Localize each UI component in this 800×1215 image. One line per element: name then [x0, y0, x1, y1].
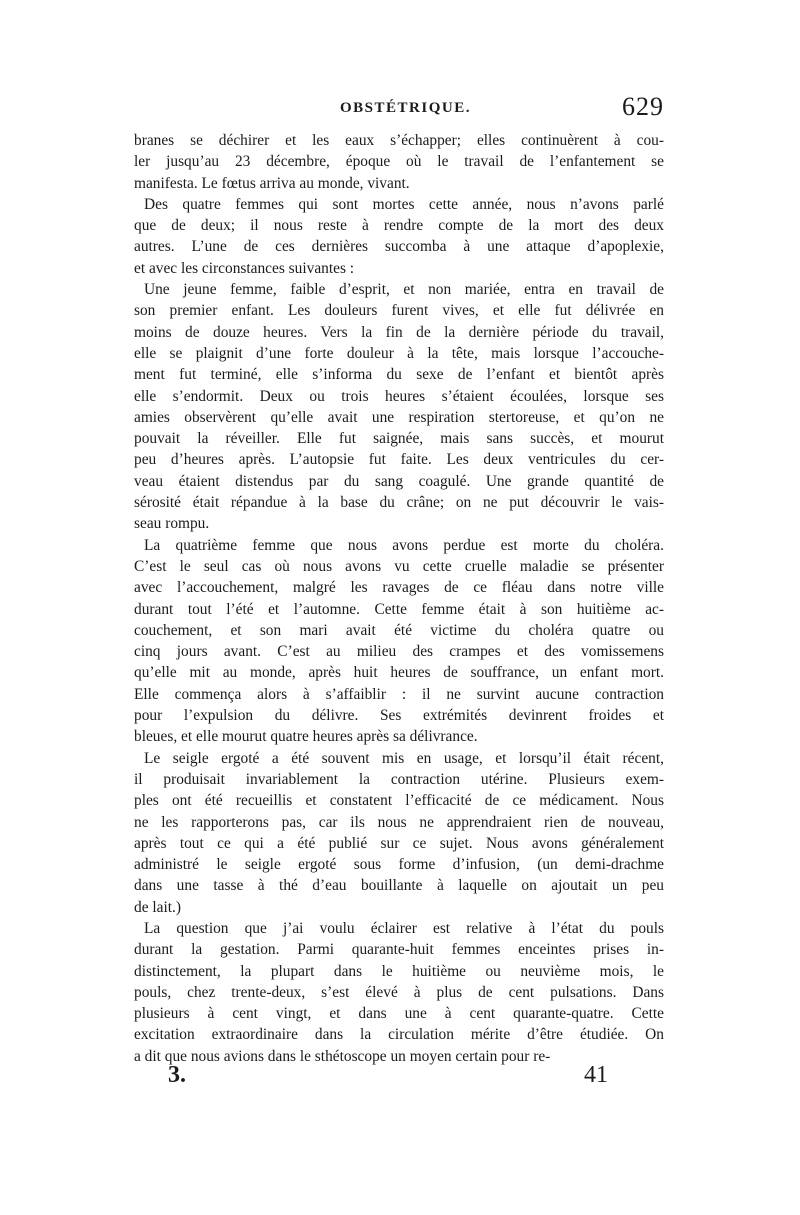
page-footer: [168, 1062, 608, 1102]
text-line: excitation extraordinaire dans la circulation mérite d’être étudiée. On: [134, 1026, 664, 1044]
text-line: veau étaient distendus par du sang coagulé. Une grande quantité de: [134, 472, 664, 490]
paragraph: [134, 535, 664, 748]
page-number: 629: [622, 92, 664, 121]
text-line: pouls, chez trente-deux, s’est élevé à plus de cent pulsations. Dans: [134, 983, 664, 1001]
text-line: Elle commença alors à s’affaiblir : il ne survint aucune contraction: [134, 685, 664, 703]
signature-mark: 3.: [168, 1062, 186, 1088]
text-line: autres. L’une de ces dernières succomba à une attaque d’apoplexie,: [134, 238, 664, 256]
text-line: de lait.): [134, 898, 182, 916]
text-line: ples ont été recueillis et constatent l’efficacité de ce médicament. Nous: [134, 792, 664, 810]
text-line: amies observèrent qu’elle avait une respiration stertoreuse, et qu’on ne: [134, 408, 664, 426]
text-line: bleues, et elle mourut quatre heures après sa délivrance.: [134, 728, 478, 746]
page-header: [134, 92, 664, 132]
running-title: OBSTÉTRIQUE.: [340, 100, 471, 116]
paragraph: [134, 918, 664, 1067]
paragraph: [134, 194, 664, 279]
paragraph: [134, 130, 664, 194]
text-line: elle se plaignit d’une forte douleur à la tête, mais lorsque l’accouche-: [134, 344, 664, 362]
text-line: son premier enfant. Les douleurs furent vives, et elle fut délivrée en: [134, 302, 664, 320]
text-line: ler jusqu’au 23 décembre, époque où le travail de l’enfantement se: [134, 153, 664, 171]
text-line: qu’elle mit au monde, après huit heures de souffrance, un enfant mort.: [134, 664, 664, 682]
text-line: administré le seigle ergoté sous forme d’infusion, (un demi-drachme: [134, 856, 664, 874]
text-line: dans une tasse à thé d’eau bouillante à laquelle on ajoutait un peu: [134, 877, 664, 895]
text-line: durant la gestation. Parmi quarante-huit femmes enceintes prises in-: [134, 941, 664, 959]
text-line: seau rompu.: [134, 515, 210, 533]
text-line: il produisait invariablement la contraction utérine. Plusieurs exem-: [134, 770, 664, 788]
text-line: branes se déchirer et les eaux s’échapper; elles continuèrent à cou-: [134, 132, 664, 149]
text-line: et avec les circonstances suivantes :: [134, 259, 355, 277]
text-line: que de deux; il nous reste à rendre compte de la mort des deux: [134, 217, 664, 235]
text-line: La quatrième femme que nous avons perdue est morte du choléra.: [144, 536, 664, 554]
text-line: pouvait la réveiller. Elle fut saignée, mais sans succès, et mourut: [134, 430, 664, 448]
text-line: pour l’expulsion du délivre. Ses extrémités devinrent froides et: [134, 707, 664, 725]
text-line: distinctement, la plupart dans le huitième ou neuvième mois, le: [134, 962, 664, 980]
text-line: La question que j’ai voulu éclairer est relative à l’état du pouls: [144, 919, 664, 937]
text-line: Des quatre femmes qui sont mortes cette année, nous n’avons parlé: [144, 195, 664, 213]
paragraph: [134, 748, 664, 918]
text-line: moins de douze heures. Vers la fin de la dernière période du travail,: [134, 323, 664, 341]
text-line: a dit que nous avions dans le sthétoscope un moyen certain pour re-: [134, 1047, 551, 1065]
text-line: ment fut terminé, elle s’informa du sexe de l’enfant et bientôt après: [134, 366, 664, 384]
text-line: peu d’heures après. L’autopsie fut faite. Les deux ventricules du cer-: [134, 451, 664, 469]
text-line: après tout ce qui a été publié sur ce sujet. Nous avons généralement: [134, 834, 664, 852]
text-line: ne les rapporterons pas, car ils nous ne apprendraient rien de nouveau,: [134, 813, 664, 831]
text-line: plusieurs à cent vingt, et dans une à cent quarante-quatre. Cette: [134, 1005, 664, 1023]
sheet-number: 41: [584, 1062, 608, 1088]
text-line: Une jeune femme, faible d’esprit, et non mariée, entra en travail de: [144, 281, 664, 299]
text-line: cinq jours avant. C’est au milieu des crampes et des vomissemens: [134, 643, 664, 661]
body-text: [134, 130, 664, 1067]
text-line: manifesta. Le fœtus arriva au monde, vivant.: [134, 174, 410, 192]
text-line: couchement, et son mari avait été victime du choléra quatre ou: [134, 621, 664, 639]
text-line: durant tout l’été et l’automne. Cette femme était à son huitième ac-: [134, 600, 664, 618]
text-line: sérosité était répandue à la base du crâne; on ne put découvrir le vais-: [134, 494, 664, 512]
text-line: elle s’endormit. Deux ou trois heures s’étaient écoulées, lorsque ses: [134, 387, 664, 405]
text-line: avec l’accouchement, malgré les ravages de ce fléau dans notre ville: [134, 579, 664, 597]
paragraph: [134, 279, 664, 535]
text-line: C’est le seul cas où nous avons vu cette cruelle maladie se présenter: [134, 557, 664, 575]
text-line: Le seigle ergoté a été souvent mis en usage, et lorsqu’il était récent,: [144, 749, 664, 767]
